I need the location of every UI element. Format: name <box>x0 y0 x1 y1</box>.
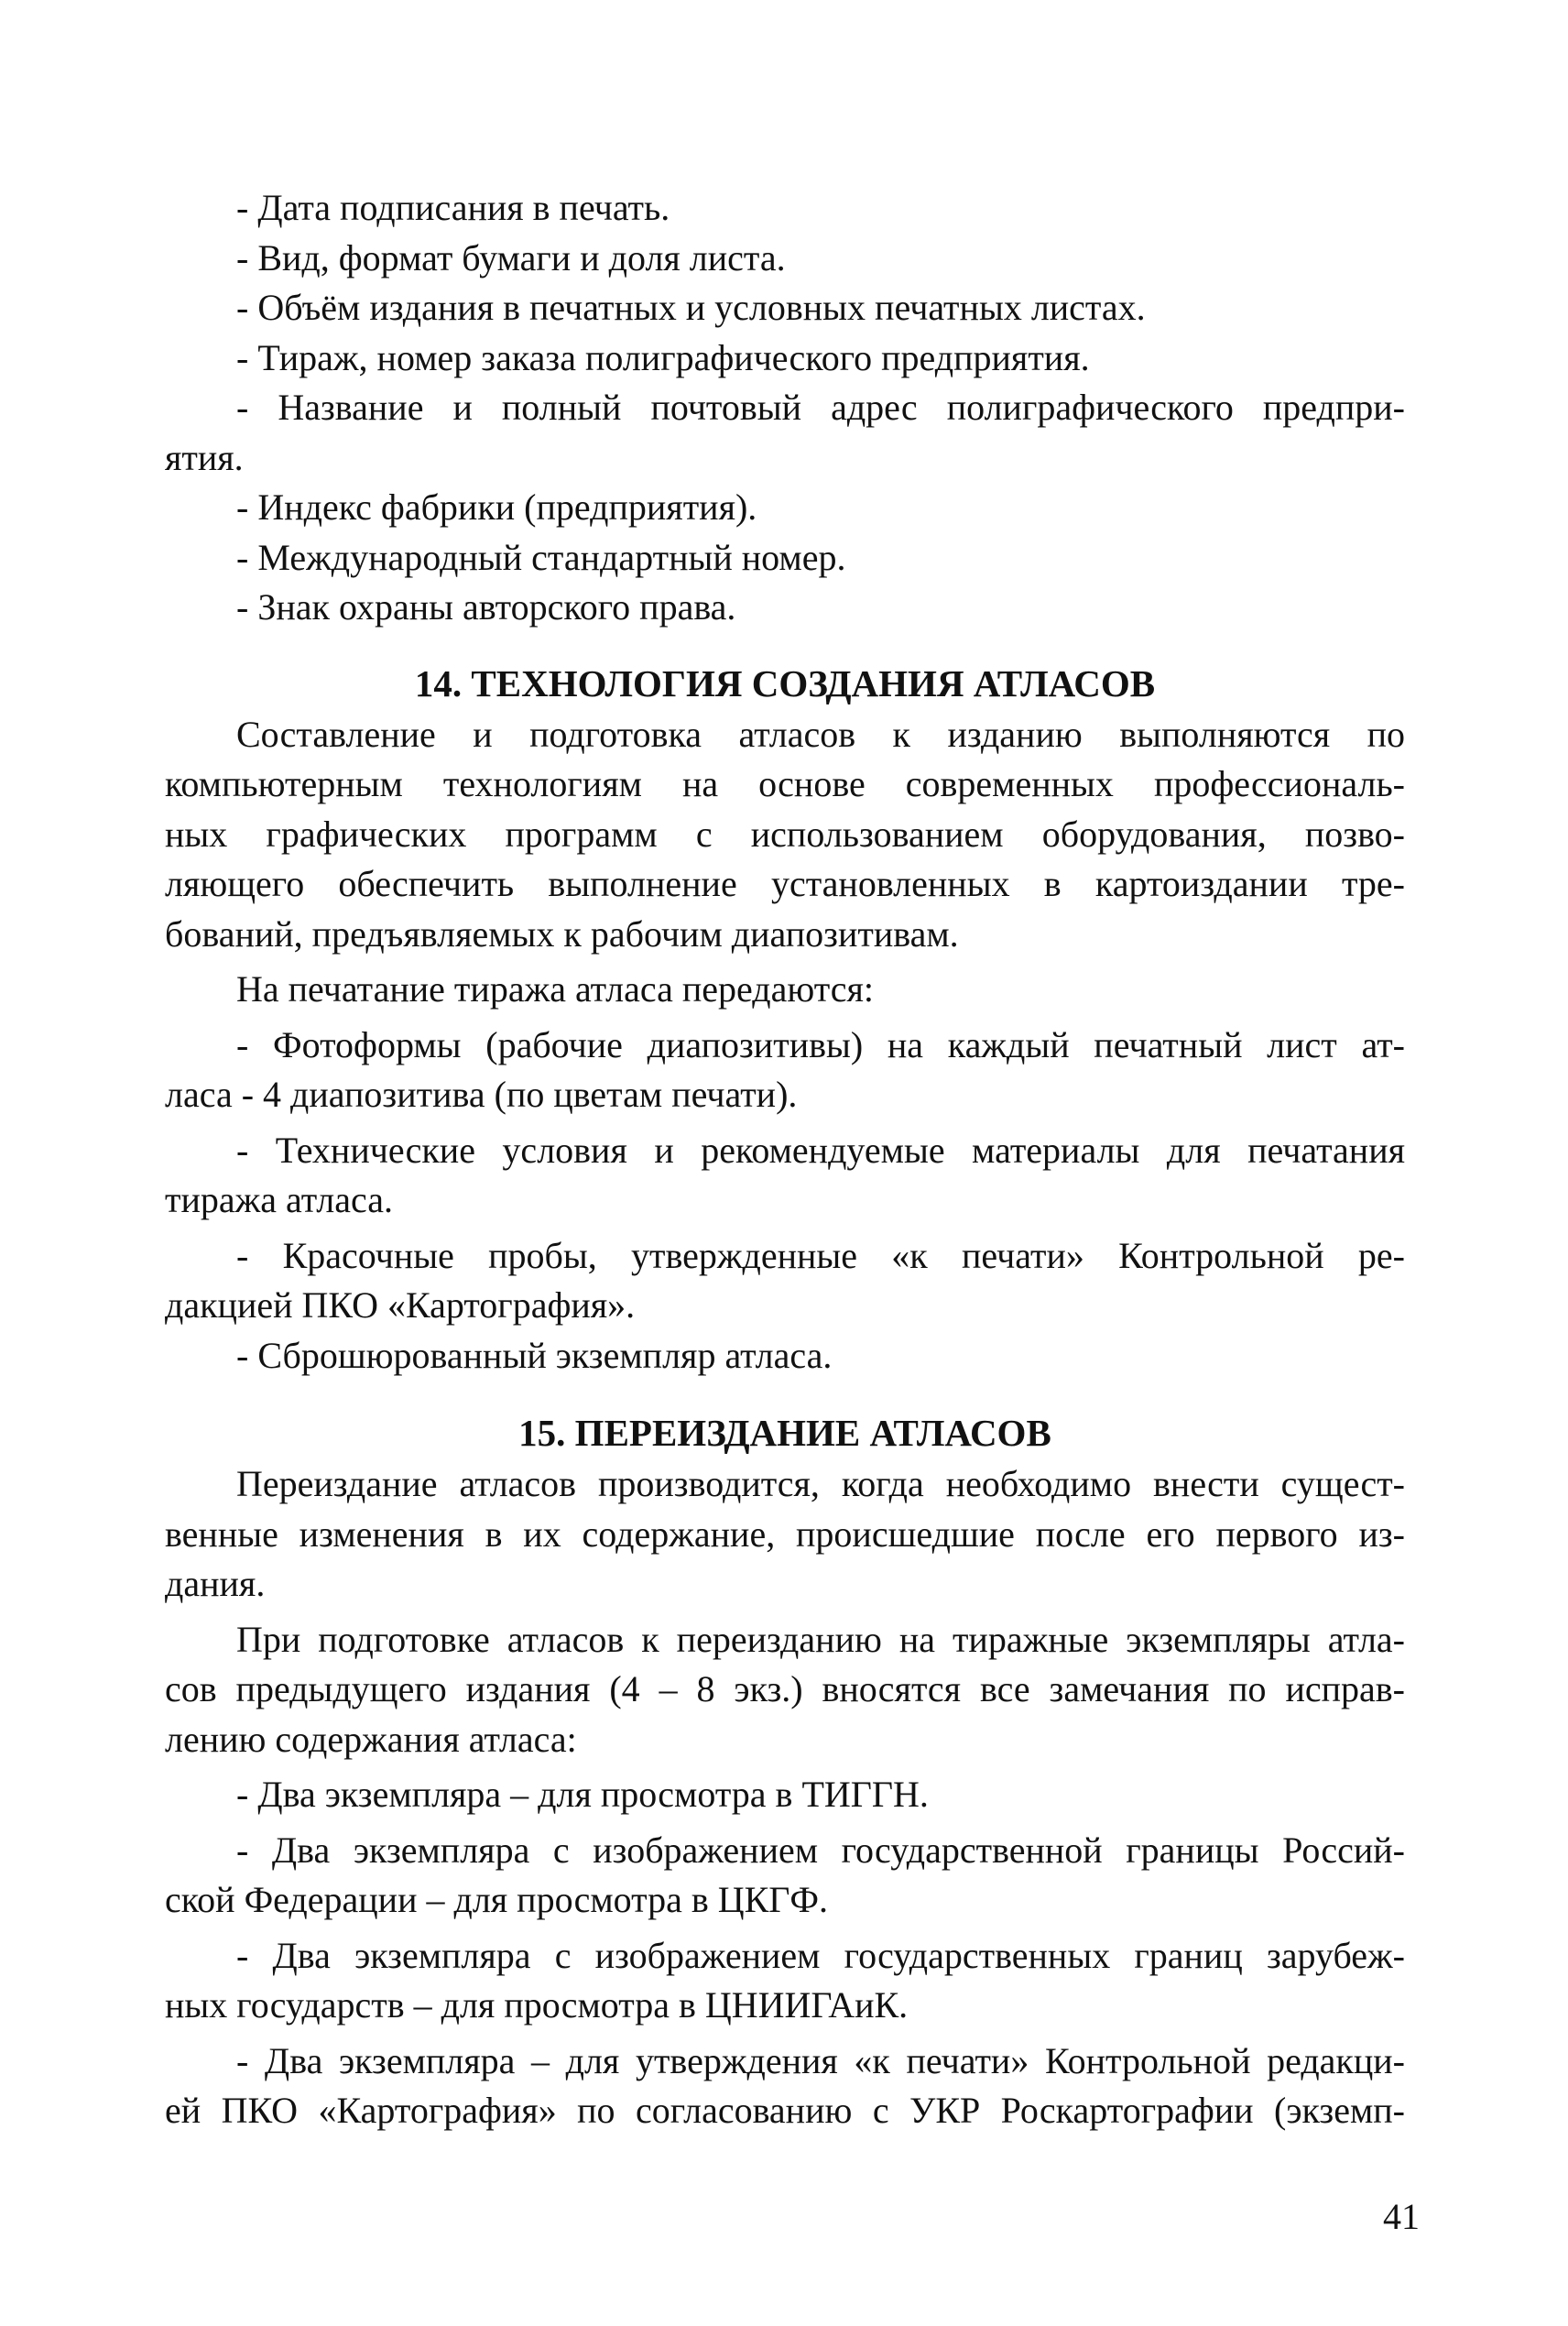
list-item-continuation: ласа - 4 диапозитива (по цветам печати). <box>165 1074 798 1115</box>
paragraph-line: При подготовке атласов к переизданию на тиражные экземпляры атла- <box>236 1618 1405 1660</box>
paragraph-line: ляющего обеспечить выполнение установленных в картоиздании тре- <box>165 863 1405 904</box>
page-number: 41 <box>1383 2196 1420 2237</box>
paragraph-line: бований, предъявляемых к рабочим диапозитивам. <box>165 912 959 955</box>
list-item: - Вид, формат бумаги и доля листа. <box>236 236 786 278</box>
list-item-continuation: ской Федерации – для просмотра в ЦКГФ. <box>165 1879 829 1920</box>
list-item: - Два экземпляра с изображением государственной границы Россий- <box>236 1829 1405 1871</box>
list-item: - Международный стандартный номер. <box>236 536 846 578</box>
list-item: - Дата подписания в печать. <box>236 187 670 228</box>
list-item: - Тираж, номер заказа полиграфического предприятия. <box>236 336 1090 378</box>
paragraph-line: Переиздание атласов производится, когда необходимо внести сущест- <box>236 1463 1405 1504</box>
section-15-heading: 15. ПЕРЕИЗДАНИЕ АТЛАСОВ <box>518 1412 1051 1454</box>
list-item: - Красочные пробы, утвержденные «к печати» Контрольной ре- <box>236 1234 1405 1276</box>
list-item: - Два экземпляра – для утверждения «к печати» Контрольной редакци- <box>236 2039 1405 2081</box>
list-item-continuation: ей ПКО «Картография» по согласованию с УКР Роскартографии (экземп- <box>165 2090 1405 2131</box>
list-item-continuation: ных государств – для просмотра в ЦНИИГАиК. <box>165 1984 909 2026</box>
list-item: - Фотоформы (рабочие диапозитивы) на каждый печатный лист ат- <box>236 1023 1405 1065</box>
list-item-continuation: тиража атласа. <box>165 1179 393 1220</box>
paragraph-line: Составление и подготовка атласов к изданию выполняются по <box>236 713 1405 755</box>
list-item-continuation: дакцией ПКО «Картография». <box>165 1284 636 1326</box>
list-item: - Сброшюрованный экземпляр атласа. <box>236 1334 833 1376</box>
paragraph-line: сов предыдущего издания (4 – 8 экз.) вносятся все замечания по исправ- <box>165 1668 1405 1709</box>
paragraph-line: На печатание тиража атласа передаются: <box>236 968 874 1010</box>
list-item: - Индекс фабрики (предприятия). <box>236 486 757 528</box>
list-item: - Два экземпляра с изображением государственных границ зарубеж- <box>236 1934 1405 1976</box>
paragraph-line: лению содержания атласа: <box>165 1718 577 1760</box>
list-item: - Два экземпляра – для просмотра в ТИГГН. <box>236 1774 929 1815</box>
section-14-heading: 14. ТЕХНОЛОГИЯ СОЗДАНИЯ АТЛАСОВ <box>414 661 1156 704</box>
page-content <box>165 183 1405 2136</box>
list-item: - Технические условия и рекомендуемые материалы для печатания <box>236 1129 1405 1171</box>
paragraph-line: ных графических программ с использованием оборудования, позво- <box>165 813 1405 855</box>
paragraph-line: компьютерным технологиям на основе современных профессиональ- <box>165 763 1405 804</box>
paragraph-line: венные изменения в их содержание, происшедшие после его первого из- <box>165 1512 1405 1555</box>
paragraph-line: дания. <box>165 1563 266 1604</box>
list-item-continuation: ятия. <box>165 436 244 478</box>
list-item: - Объём издания в печатных и условных печатных листах. <box>236 287 1146 328</box>
list-item: - Знак охраны авторского права. <box>236 586 736 628</box>
list-item: - Название и полный почтовый адрес полиграфического предпри- <box>236 387 1405 428</box>
